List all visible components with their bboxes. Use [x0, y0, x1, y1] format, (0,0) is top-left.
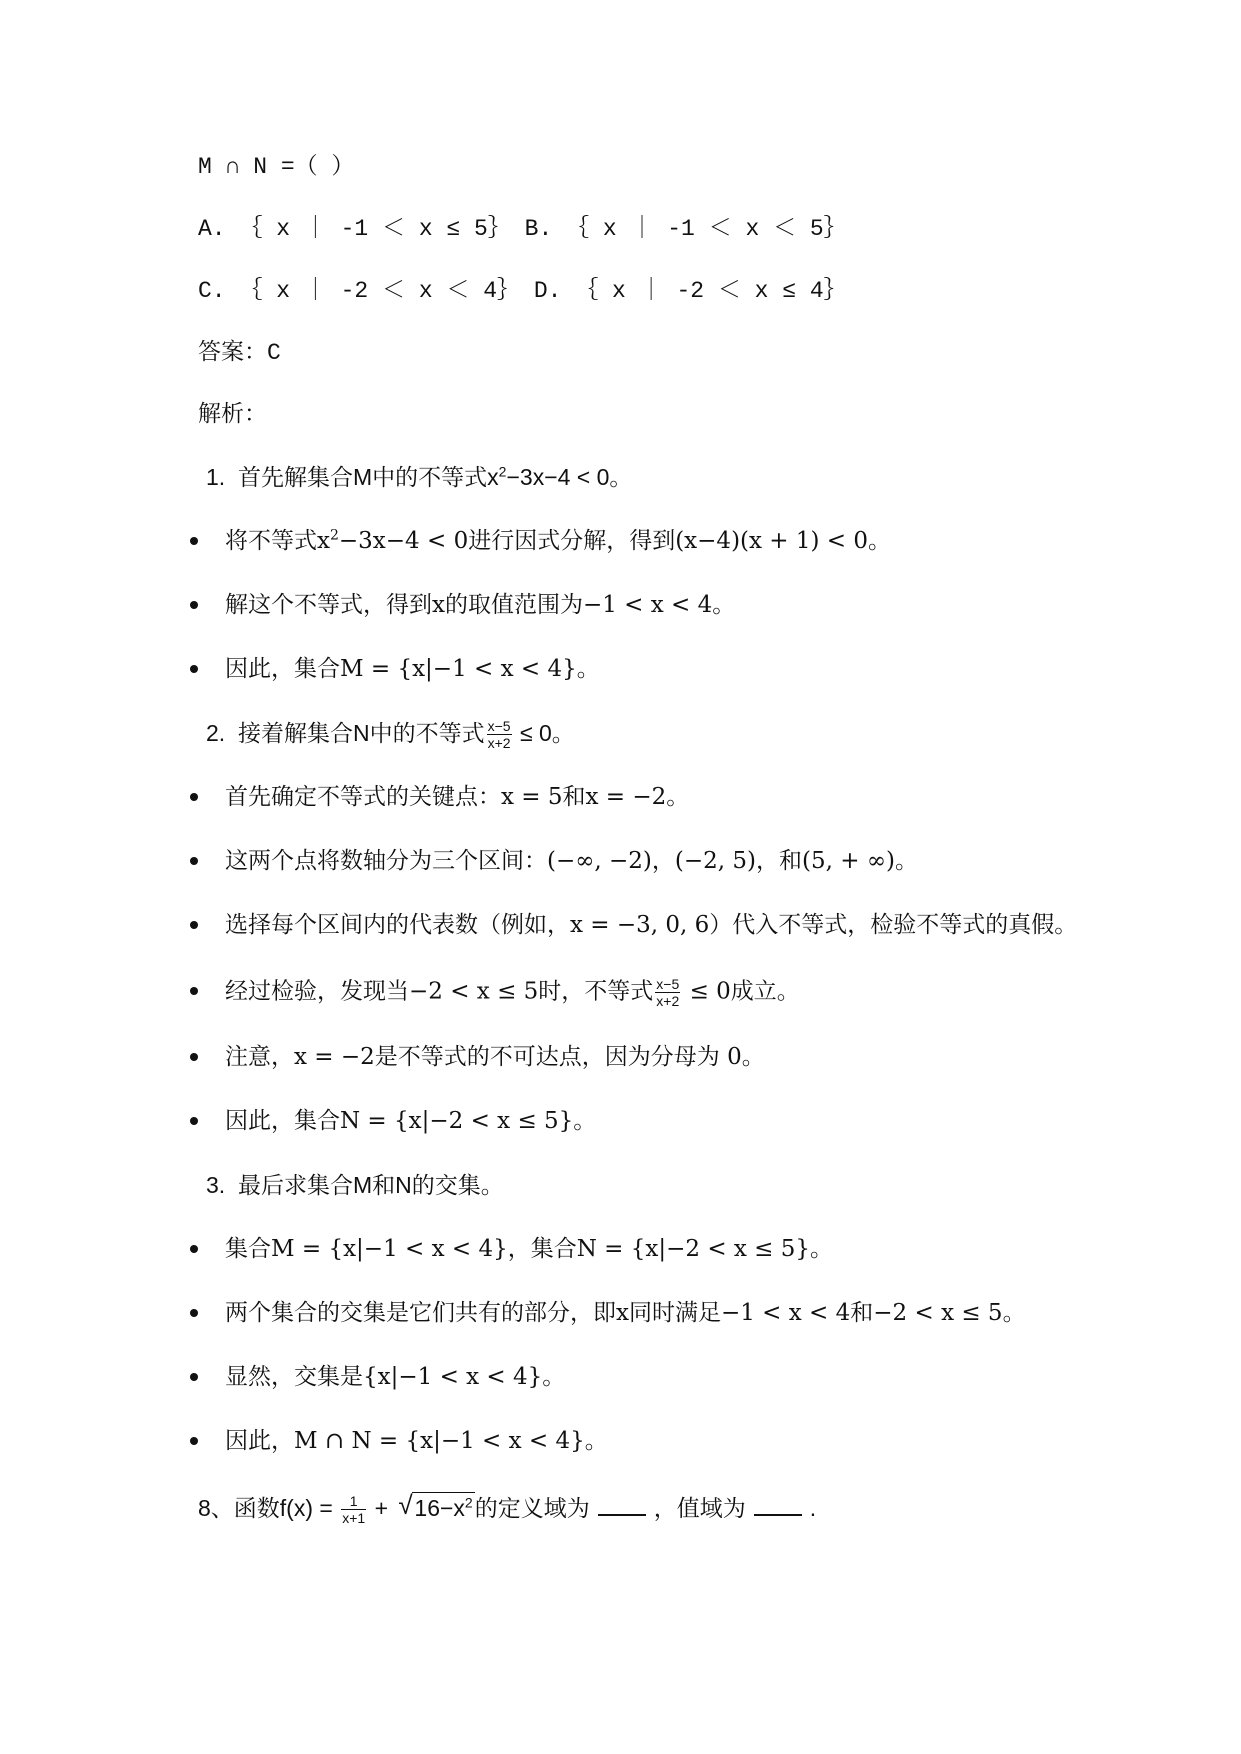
bullet-icon: [190, 1053, 198, 1061]
step-2-text: 接着解集合N中的不等式 $\frac{x-5}{x+2}$ ≤ 0。: [238, 718, 575, 752]
bullet-icon: [190, 921, 198, 929]
step-1-number: 1.: [206, 464, 226, 490]
question-8: 8、函数f(x) = $\frac{1}{x+1}$ + √ $16-x^2$的定义域为 ，值域为 .: [198, 1490, 817, 1527]
bullet-icon: [190, 793, 198, 801]
analysis-label: 解析：: [198, 402, 267, 428]
bullet-icon: [190, 1117, 198, 1125]
radical-icon: √: [398, 1490, 413, 1520]
bullet-icon: [190, 1309, 198, 1317]
step-3-number: 3.: [206, 1172, 226, 1198]
bullet-icon: [190, 537, 198, 545]
step-2-number: 2.: [206, 720, 226, 746]
bullet-icon: [190, 601, 198, 609]
options-line-cd: C. ｛ x ｜ -2 ＜ x ＜ 4｝ D. ｛ x ｜ -2 ＜ x ≤ 4｝: [198, 278, 847, 304]
bullet-icon: [190, 987, 198, 995]
bullet-icon: [190, 857, 198, 865]
question-stem: M ∩ N =（ ）: [198, 154, 355, 180]
bullet-icon: [190, 1373, 198, 1381]
step-3-text: 最后求集合M和N的交集。: [238, 1172, 504, 1198]
fraction: $\frac{1}{x+1}$: [342, 1493, 366, 1527]
bullet-icon: [190, 1437, 198, 1445]
bullet-icon: [190, 1245, 198, 1253]
options-line-ab: A. ｛ x ｜ -1 ＜ x ≤ 5｝ B. ｛ x ｜ -1 ＜ x ＜ 5｝: [198, 216, 847, 242]
bullet-icon: [190, 665, 198, 673]
answer-line: 答案：C: [198, 340, 281, 366]
fraction: $\frac{x-5}{x+2}$: [656, 976, 680, 1009]
answer-blank-domain[interactable]: [598, 1496, 646, 1516]
answer-blank-range[interactable]: [754, 1496, 802, 1516]
fraction: $\frac{x-5}{x+2}$: [487, 718, 511, 752]
step-1-text: 首先解集合M中的不等式$x^2-3x-4 < 0$。: [238, 463, 633, 490]
square-root: √ $16-x^2$: [398, 1490, 473, 1521]
